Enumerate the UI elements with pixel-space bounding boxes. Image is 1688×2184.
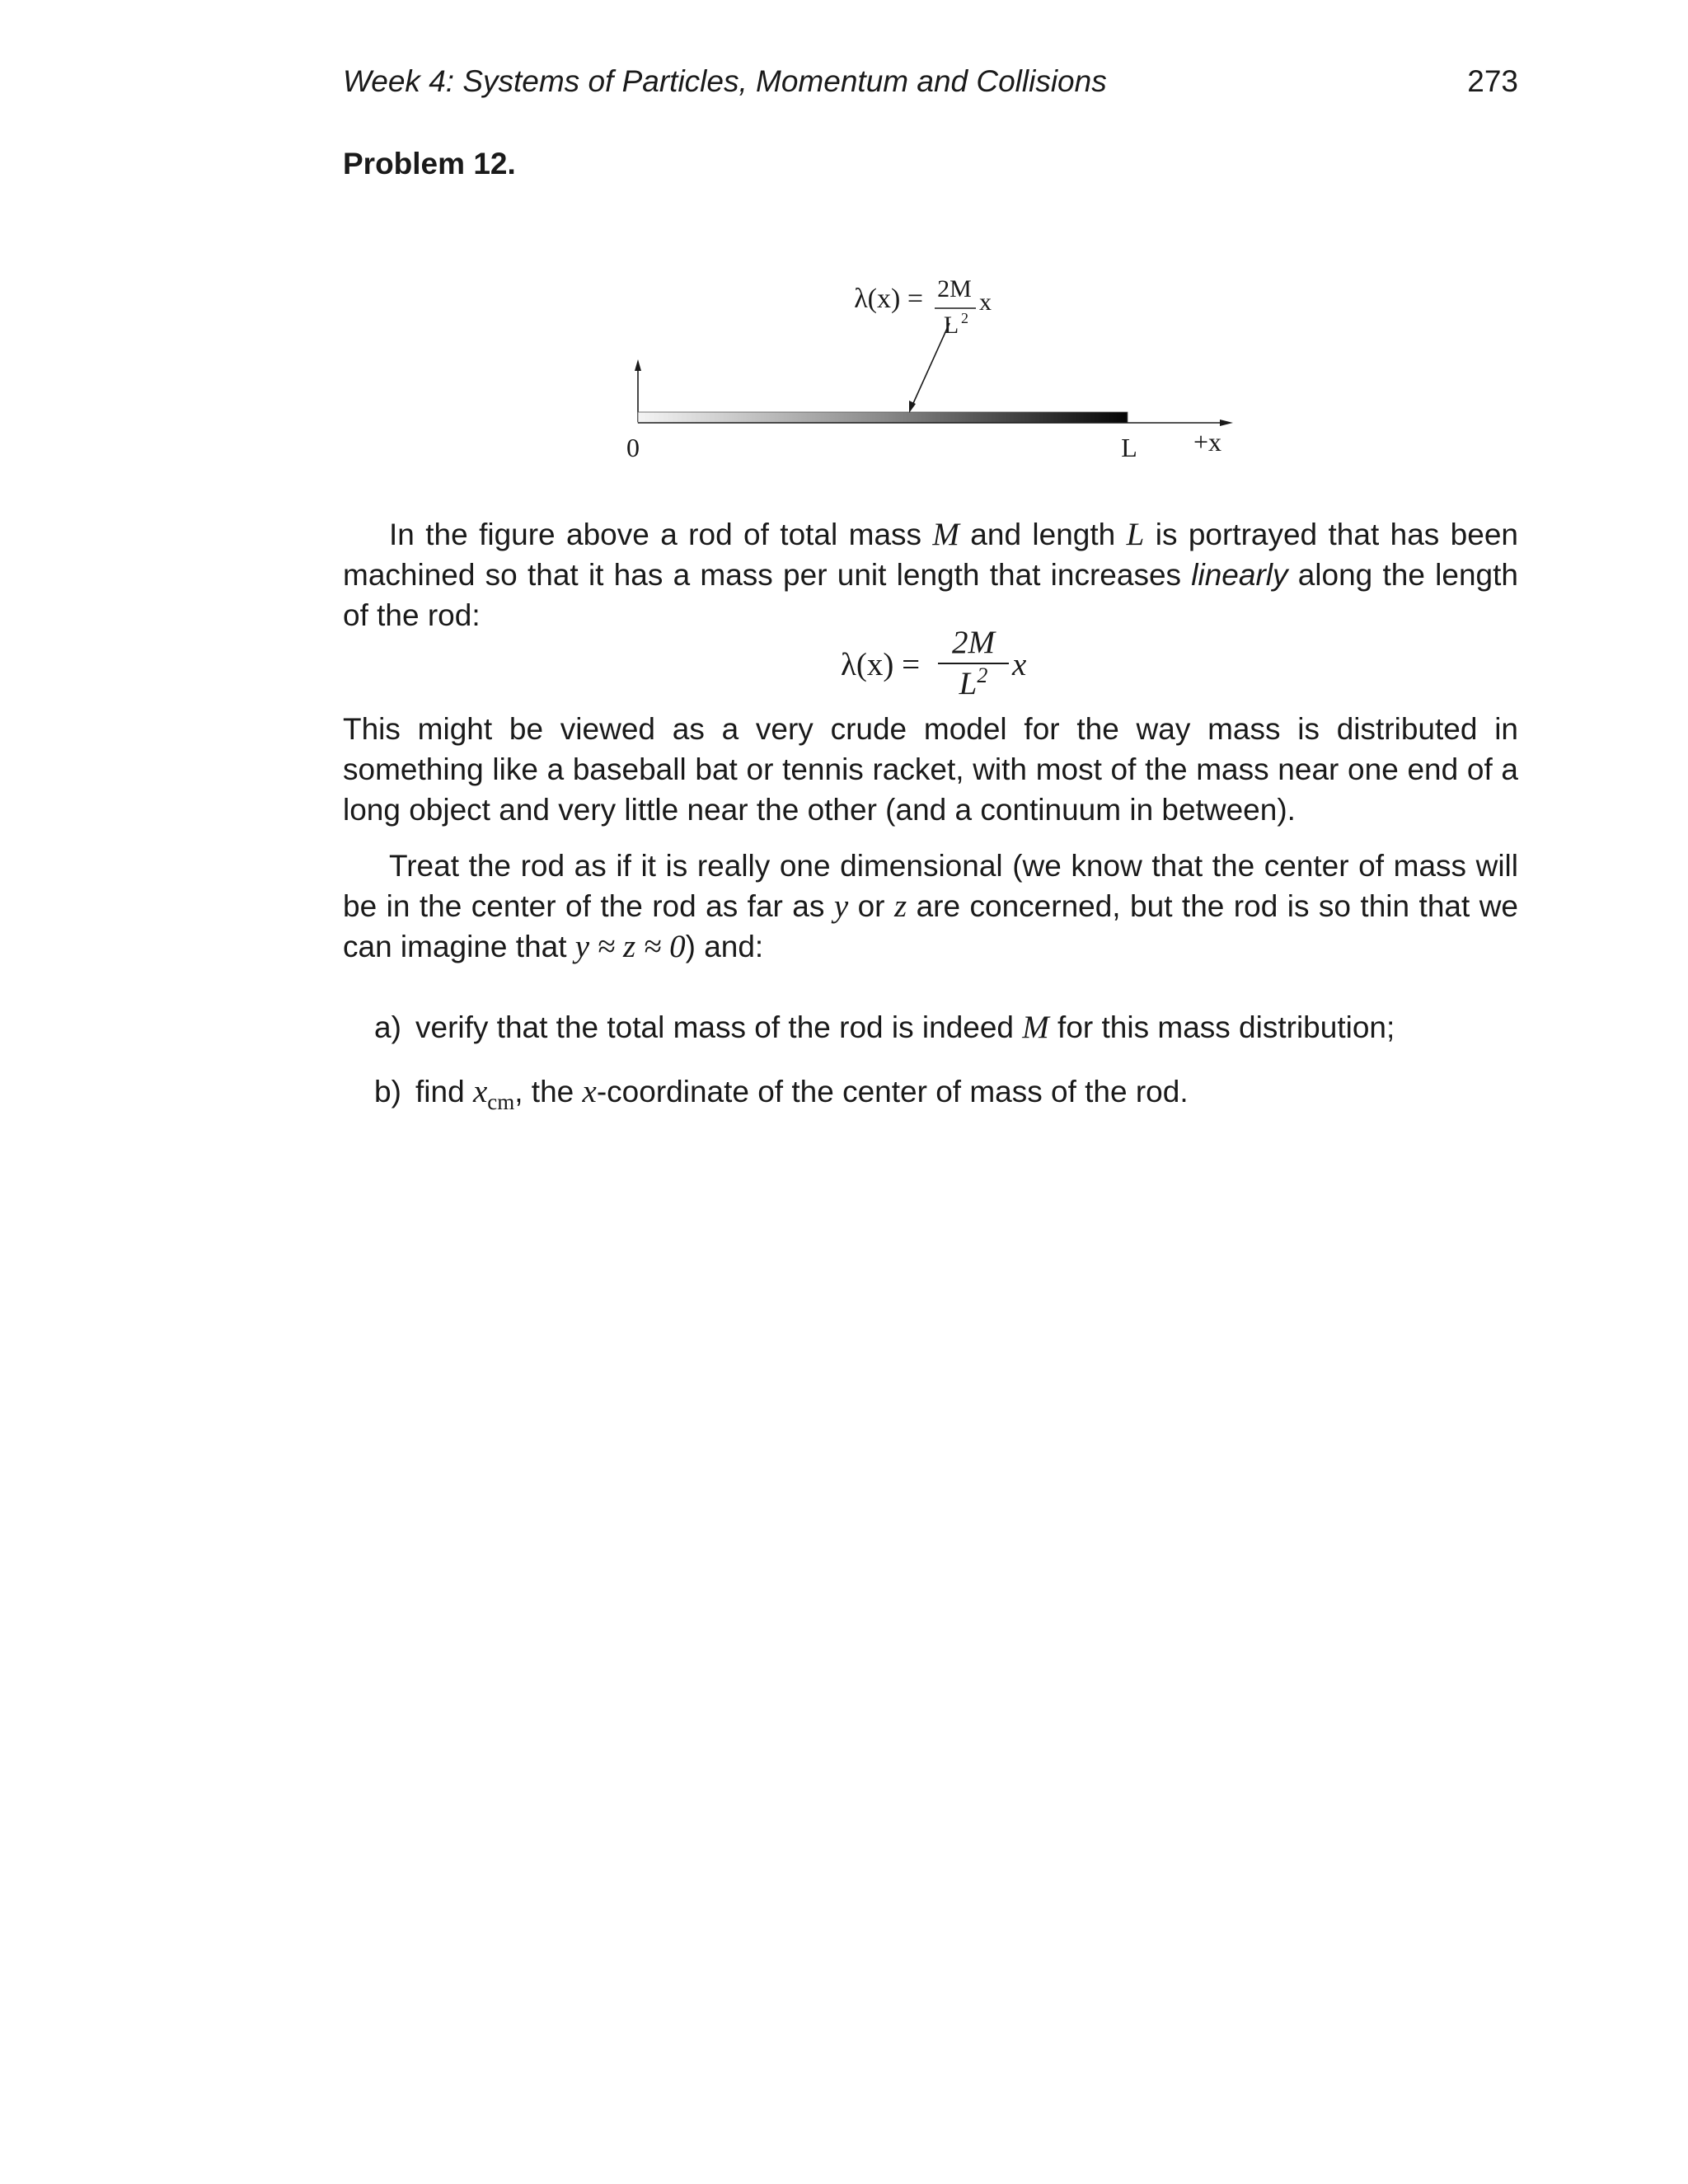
text-span: is portrayed that has been machined so that it has a mass per unit length that increases: [343, 518, 1518, 592]
density-label-variable: x: [979, 288, 992, 316]
pointer-arrowhead: [909, 401, 916, 413]
equation-denominator-exponent: 2: [977, 663, 988, 687]
rod-diagram: [577, 264, 1253, 478]
list-item-label: a): [374, 1010, 401, 1044]
math-approx-expression: y ≈ z ≈ 0: [574, 929, 686, 964]
list-item-text: , the: [514, 1075, 583, 1108]
chapter-title: Week 4: Systems of Particles, Momentum and Collisions: [343, 64, 1107, 98]
math-var-y: y: [833, 888, 849, 924]
running-header: [343, 64, 1518, 105]
text-span: and length: [959, 518, 1127, 551]
list-item-text: find: [415, 1075, 473, 1108]
paragraph-bat-model: This might be viewed as a very crude model for the way mass is distributed in something like a baseball bat or tennis racket, with most of the mass near one end of a long object and very little near the other (and a continuum in between).: [343, 712, 1518, 827]
equation-denominator-base: L: [959, 666, 978, 701]
math-var-x: x: [472, 1074, 488, 1109]
list-item-b: [374, 1071, 1189, 1115]
origin-label: 0: [626, 433, 640, 462]
rod-bar: [638, 412, 1128, 423]
text-span: Treat the rod as if it is really one dimensional (we know that the center of mass will be in the center of the rod as far as: [343, 849, 1518, 923]
list-item-text: -coordinate of the center of mass of the rod.: [596, 1075, 1189, 1108]
text-span: or: [848, 889, 894, 923]
vertical-axis-arrowhead: [635, 359, 641, 371]
paragraph-one-dimensional: [343, 846, 1518, 967]
math-var-x: x: [582, 1074, 597, 1109]
equation-fraction: [938, 625, 1009, 702]
list-item-a: [374, 1007, 1395, 1047]
math-var-M: M: [932, 517, 959, 552]
problem-title: Problem 12.: [343, 147, 516, 180]
text-span: along the length of the rod:: [343, 558, 1518, 632]
equation-numerator: 2M: [952, 625, 995, 660]
rod-length-label: L: [1121, 433, 1137, 462]
text-span: are concerned, but the rod is so thin that we can imagine that: [343, 889, 1518, 963]
equation-variable: x: [1012, 647, 1027, 682]
equation-denominator: [938, 663, 1009, 702]
page-number: 273: [1467, 64, 1518, 98]
density-label-exponent: 2: [961, 310, 968, 326]
paragraph-rod-description: [343, 514, 1518, 635]
x-axis-arrowhead: [1220, 419, 1233, 426]
rod-figure: [577, 264, 1253, 478]
density-label-numerator: 2M: [937, 275, 972, 302]
emphasis-linearly: linearly: [1191, 558, 1288, 592]
list-item-label: b): [374, 1075, 401, 1108]
text-span: In the figure above a rod of total mass: [389, 518, 933, 551]
text-span: ) and:: [685, 930, 764, 963]
math-var-M: M: [1022, 1010, 1049, 1045]
equation-fraction-bar: [938, 663, 1009, 664]
list-item-text: for this mass distribution;: [1048, 1010, 1395, 1044]
equation-lhs: λ(x) =: [841, 647, 921, 682]
math-subscript-cm: cm: [487, 1090, 515, 1114]
math-var-z: z: [893, 888, 907, 924]
math-var-L: L: [1126, 517, 1145, 552]
list-item-text: verify that the total mass of the rod is indeed: [415, 1010, 1023, 1044]
density-label-lhs: λ(x) =: [854, 284, 923, 314]
x-axis-label: +x: [1193, 427, 1222, 457]
density-label-denominator: L: [943, 312, 959, 339]
